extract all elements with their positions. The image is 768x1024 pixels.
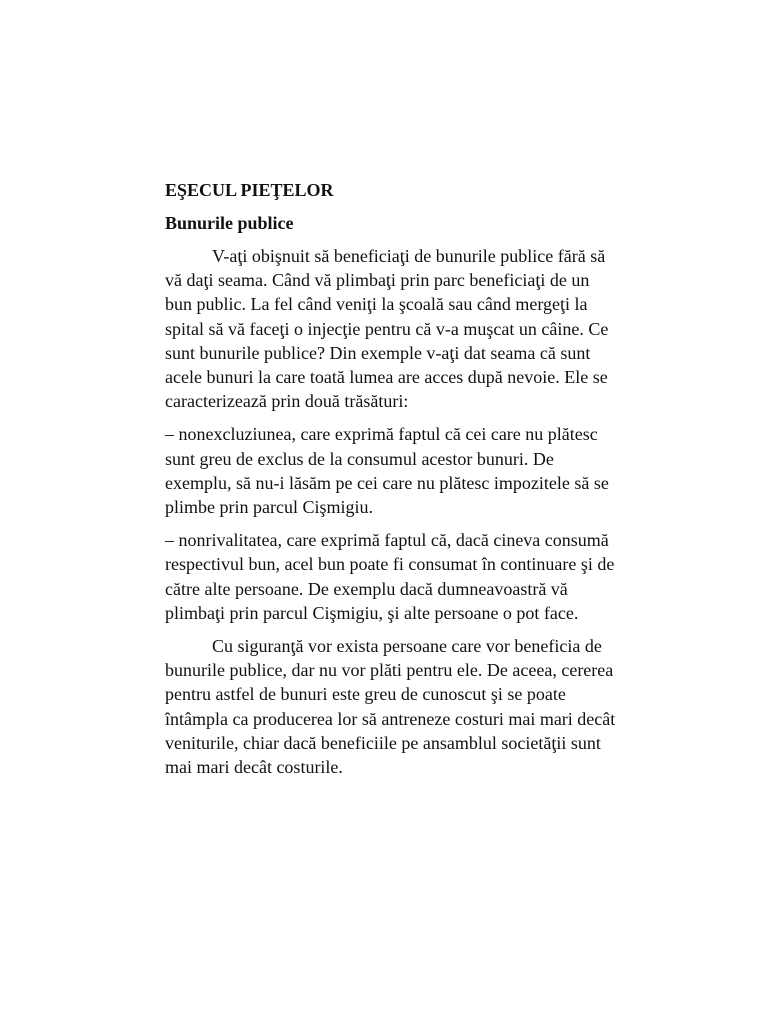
paragraph-intro: V-aţi obişnuit să beneficiaţi de bunurile publice fără să vă daţi seama. Când vă plimbaţi prin parc beneficiaţi de un bun public. La fel când veniţi la şcoală sau când mergeţi la spital să vă faceţi o injecţie pentru că v-a muşcat un câine. Ce sunt bunurile publice? Din exemple v-aţi dat seama că sunt acele bunuri la care toată lumea are acces după nevoie. Ele se caracterizează prin două trăsături: [165,246,609,412]
document-heading: EŞECUL PIEŢELOR [165,180,334,200]
paragraph-nonexcluziunea: – nonexcluziunea, care exprimă faptul că cei care nu plătesc sunt greu de exclus de la consumul acestor bunuri. De exemplu, să nu-i lăsăm pe cei care nu plătesc impozitele să se plimbe prin parcul Cişmigiu. [165,424,609,518]
paragraph-conclusion: Cu siguranţă vor exista persoane care vor beneficia de bunurile publice, dar nu vor plăti pentru ele. De aceea, cererea pentru astfel de bunuri este greu de cunoscut şi se poate întâmpla ca producerea lor să antreneze costuri mai mari decât veniturile, chiar dacă beneficiile pe ansamblul societăţii sunt mai mari decât costurile. [165,636,616,778]
document-content [165,178,617,788]
paragraph-nonrivalitatea: – nonrivalitatea, care exprimă faptul că, dacă cineva consumă respectivul bun, acel bun poate fi consumat în continuare şi de către alte persoane. De exemplu dacă dumneavoastră vă plimbaţi prin parcul Cişmigiu, şi alte persoane o pot face. [165,530,615,623]
section-subheading: Bunurile publice [165,213,294,233]
